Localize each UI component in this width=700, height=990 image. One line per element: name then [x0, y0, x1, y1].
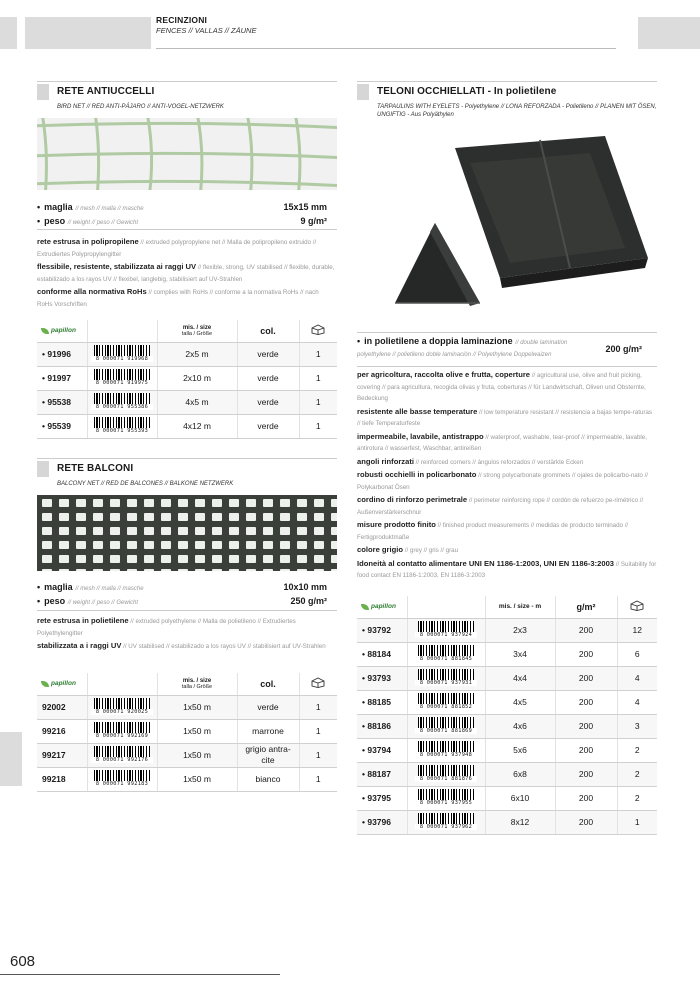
col-header-color: col. — [237, 320, 299, 342]
barcode: 8 000071 937931 — [415, 669, 477, 686]
spec-row: • peso // weight // peso // Gewicht 250 g/m² — [37, 596, 327, 606]
col-header-color: col. — [237, 673, 299, 695]
barcode: 8 000071 955393 — [91, 417, 153, 434]
spec-row: • peso // weight // peso // Gewicht 9 g/m² — [37, 216, 327, 226]
right-header-tab — [638, 17, 700, 49]
page-category-subtitle: FENCES // VALLAS // ZÄUNE — [156, 26, 257, 35]
barcode: 8 000071 937948 — [415, 741, 477, 758]
box-icon — [630, 600, 644, 611]
page-category-title: RECINZIONI — [156, 15, 208, 25]
features-list: per agricoltura, raccolta olive e frutta, coperture // agricultural use, olive and fruit picking, covering // para agricultura, recogida olivas y fruta, coberturas // für Landwirtschaft, Oliven und Obsternte, Bedeckung resistente alle basse temperature // low temperature resistant // resistencia a bajas tempe-raturas // tiefe Temperaturfeste impermeabile, lavabile, antistrappo // waterproof, washable, tear-proof // impermeable, lavable, antirotura // wasserfest, Waschbar, antireißen angoli rinforzati // reinforced corners // ángulos reforzados // verstärkte Ecken robusti occhielli in policarbonato // strong polycarbonate grommets // ojales de policarbo-nato // Polykarbonat Ösen cordino di rinforzo perimetrale // perimeter reinforcing rope // cordón de refuerzo pe-rimétrico // Außenverstärkerschnur misure prodotto finito // finished product measurements // medidas de producto terminado // Fertigproduktmaße colore grigio // grey // gris // grau Idoneità al contatto alimentare UNI EN 1186-1:2003, UNI EN 1186-3:2003 // Suitability for food contact EN 1186-1:2003, EN 1186-3:2003 — [357, 370, 657, 579]
section-header-balconi — [37, 458, 337, 478]
papillon-logo: papillon — [361, 603, 405, 610]
spec-row: • in polietilene a doppia laminazione // double lamination polyethylene // polietileno doble laminación // Polyethylene Doppelwaizen 200 g/m² — [357, 336, 642, 358]
table-row: • 95538 8 000071 955386 4x5 m verde 1 — [37, 390, 337, 414]
barcode: 8 000071 881852 — [415, 693, 477, 710]
section-title: TELONI OCCHIELLATI - In polietilene — [377, 86, 557, 97]
table-row: • 91996 8 000071 919968 2x5 m verde 1 — [37, 342, 337, 366]
barcode: 8 000071 881876 — [415, 765, 477, 782]
side-thumb-tab — [0, 732, 22, 786]
section-title: RETE BALCONI — [57, 463, 134, 474]
section-title: RETE ANTIUCCELLI — [57, 86, 155, 97]
product-table-antiuccelli: papillon mis. / size talla / Größe col. • 91996 8 000071 919968 2x5 m verde 1 • 91997 8 000071 919975 2x10 m verde 1 • 95538 8 000071 955386 4x5 m verde 1 • 95539 8 000071 955393 4x12 m verde 1 — [37, 320, 337, 439]
barcode: 8 000071 919968 — [91, 345, 153, 362]
barcode: 8 000071 937924 — [415, 621, 477, 638]
barcode: 8 000071 992176 — [91, 746, 153, 763]
table-row: • 95539 8 000071 955393 4x12 m verde 1 — [37, 414, 337, 438]
box-icon — [311, 677, 325, 688]
table-row: 99218 8 000071 992183 1x50 m bianco 1 — [37, 767, 337, 791]
divider — [37, 229, 337, 230]
features-list: rete estrusa in polipropilene // extruded polypropylene net // Malla de polipropileno extruido // Extrudiertes Polypropylengitter flessibile, resistente, stabilizzata ai raggi UV // flexible, strong, UV stabilised // flexible, durable, estabilizado a los rayos UV // flexibel, langlebig, stabilisiert auf UV-Strahlen conforme alla normativa RoHs // complies with RoHs // conforme a la normativa RoHs // nach RoHs Vorschriften — [37, 237, 335, 308]
table-row: • 88185 8 000071 881852 4x5 200 4 — [357, 690, 657, 714]
divider — [357, 366, 657, 367]
table-row: • 91997 8 000071 919975 2x10 m verde 1 — [37, 366, 337, 390]
spec-row: • maglia // mesh // malla // masche 15x15 mm — [37, 202, 327, 212]
papillon-logo: papillon — [41, 327, 85, 334]
section-subtitle: BALCONY NET // RED DE BALCONES // BALKONE NETZWERK — [57, 481, 234, 487]
col-header-size: mis. / size - m — [485, 596, 555, 618]
table-row: 99216 8 000071 992169 1x50 m marrone 1 — [37, 719, 337, 743]
barcode: 8 000071 881869 — [415, 717, 477, 734]
divider — [37, 610, 337, 611]
barcode: 8 000071 937962 — [415, 813, 477, 830]
section-header-teloni — [357, 81, 657, 101]
barcode: 8 000071 937955 — [415, 789, 477, 806]
barcode: 8 000071 919975 — [91, 369, 153, 386]
papillon-logo: papillon — [41, 680, 85, 687]
tarpaulin-photo — [390, 128, 650, 328]
table-row: • 93792 8 000071 937924 2x3 200 12 — [357, 618, 657, 642]
product-table-balconi: papillon mis. / size talla / Größe col. 92002 8 000071 920025 1x50 m verde 1 99216 8 000071 992169 1x50 m marrone 1 99217 8 000071 992176 1x50 m grigio antra-cite 1 99218 8 000071 992183 1x50 m bianco 1 — [37, 673, 337, 792]
box-icon — [311, 324, 325, 335]
spec-row: • maglia // mesh // malla // masche 10x10 mm — [37, 582, 327, 592]
table-row: • 93795 8 000071 937955 6x10 200 2 — [357, 786, 657, 810]
table-row: 99217 8 000071 992176 1x50 m grigio antra-cite 1 — [37, 743, 337, 767]
section-subtitle: BIRD NET // RED ANTI-PÁJARO // ANTI-VOGEL-NETZWERK — [57, 104, 224, 110]
divider — [357, 332, 657, 333]
barcode: 8 000071 881845 — [415, 645, 477, 662]
footer-line — [0, 974, 280, 975]
barcode: 8 000071 955386 — [91, 393, 153, 410]
product-table-teloni — [357, 596, 657, 835]
col-header-weight: g/m² — [555, 596, 617, 618]
table-row: • 93793 8 000071 937931 4x4 200 4 — [357, 666, 657, 690]
page-number: 608 — [10, 953, 36, 970]
table-row: • 93794 8 000071 937948 5x6 200 2 — [357, 738, 657, 762]
header-block — [25, 17, 151, 49]
barcode: 8 000071 920025 — [91, 698, 153, 715]
header-divider — [156, 48, 616, 49]
section-header-antiuccelli — [37, 81, 337, 101]
features-list: rete estrusa in polietilene // extruded polyethylene // Malla de polietileno // Extrudiertes Polyethylengitter stabilizzata a i raggi UV // UV stabilised // estabilizado a los rayos UV // stabilisiert auf UV-Strahlen — [37, 616, 326, 650]
bird-net-photo — [37, 118, 337, 190]
section-subtitle: TARPAULINS WITH EYELETS - Polyethylene // LONA REFORZADA - Polietileno // PLANEN MIT ÖSEN, UNGIFTIG - Aus Polyäthylen — [377, 104, 657, 118]
table-row: 92002 8 000071 920025 1x50 m verde 1 — [37, 695, 337, 719]
table-row: • 88186 8 000071 881869 4x6 200 3 — [357, 714, 657, 738]
table-row: • 88184 8 000071 881845 3x4 200 6 — [357, 642, 657, 666]
balcony-net-photo — [37, 495, 337, 571]
table-row: • 93796 8 000071 937962 8x12 200 1 — [357, 810, 657, 834]
table-row: • 88187 8 000071 881876 6x8 200 2 — [357, 762, 657, 786]
barcode: 8 000071 992169 — [91, 722, 153, 739]
barcode: 8 000071 992183 — [91, 770, 153, 787]
left-header-tab — [0, 17, 17, 49]
